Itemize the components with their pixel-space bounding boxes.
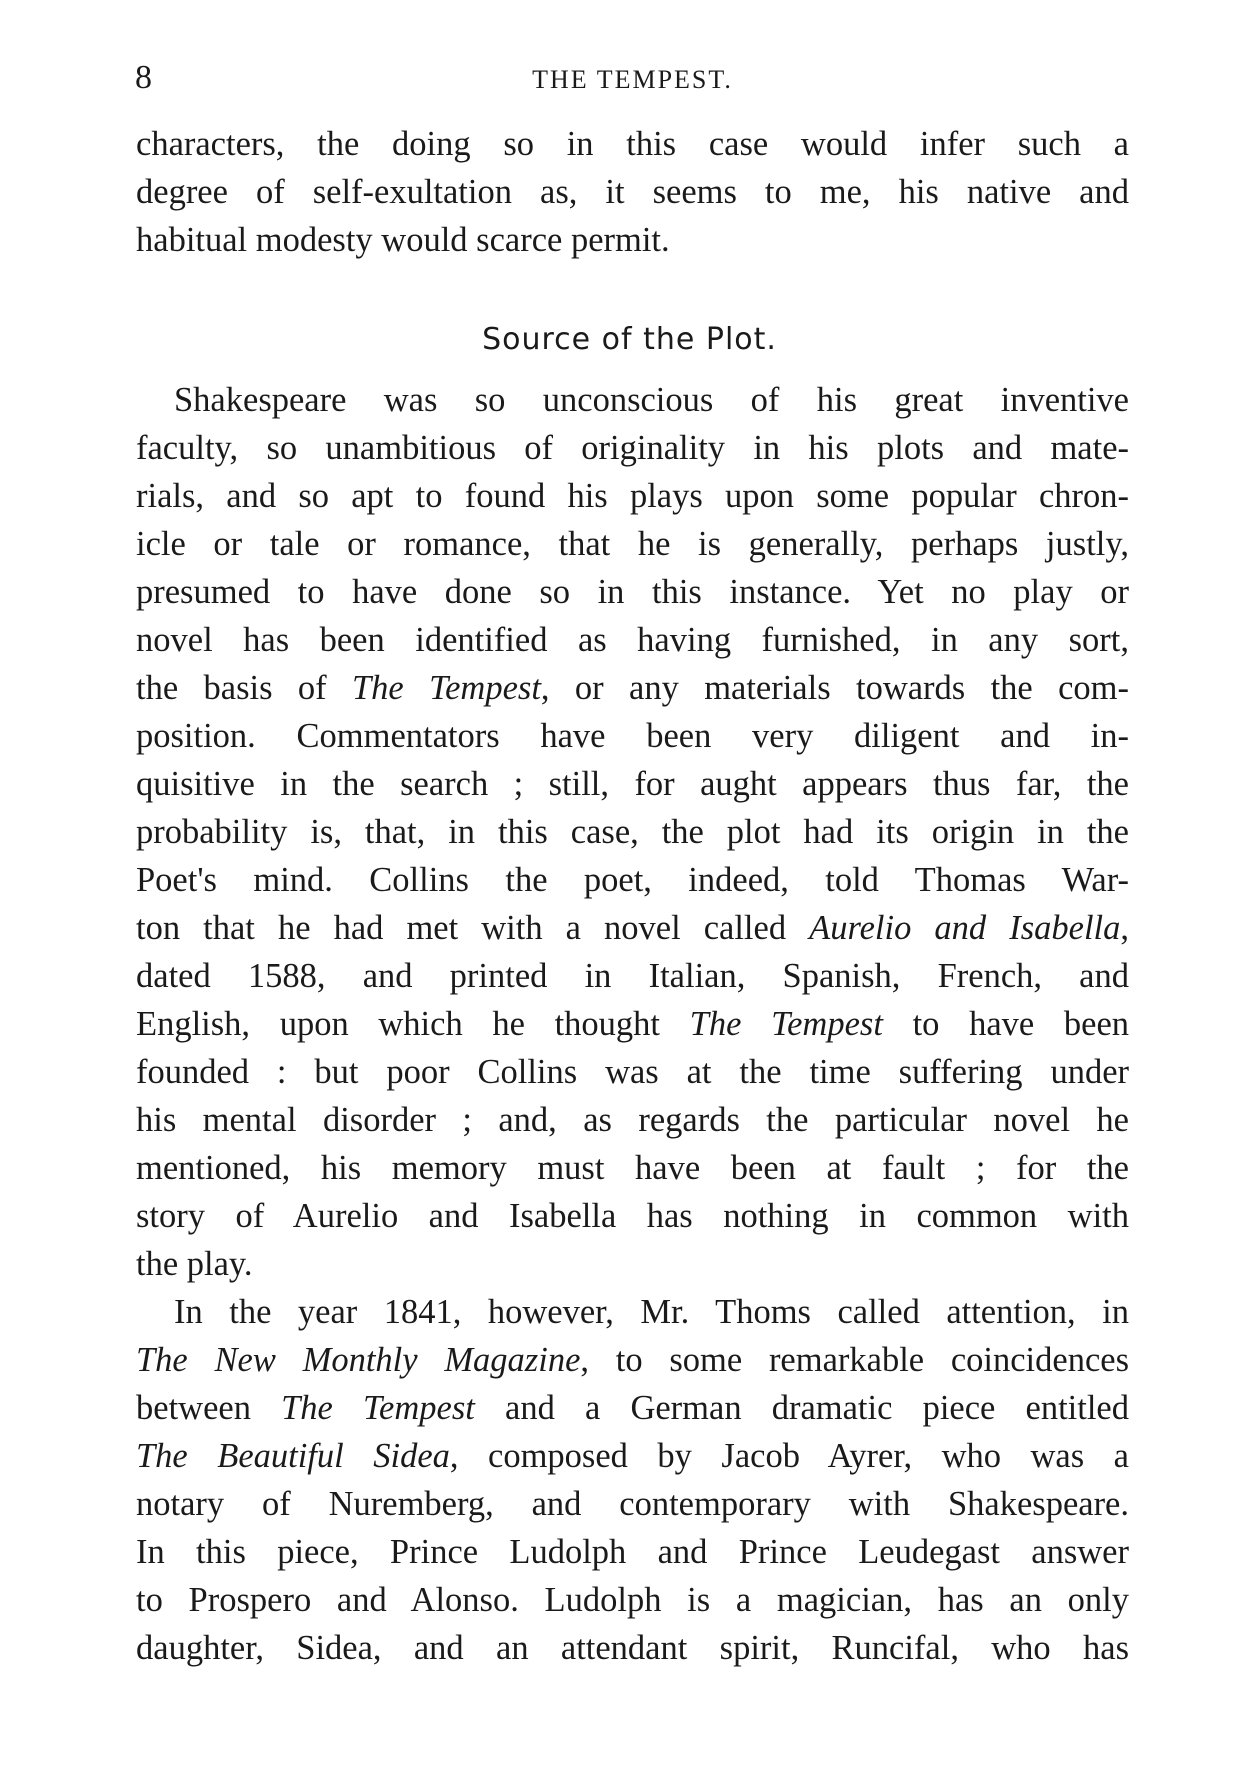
title-italic: The New Monthly Magazine	[136, 1341, 581, 1379]
text-line: habitual modesty would scarce permit.	[136, 221, 670, 259]
text-line	[136, 1432, 1129, 1480]
text-line	[136, 904, 1129, 952]
text-line: icle or tale or romance, that he is generally, perhaps justly,	[136, 525, 1129, 563]
text-run: , to some remarkable coincidences	[580, 1341, 1130, 1379]
text-line: to Prospero and Alonso. Ludolph is a magician, has an only	[136, 1581, 1129, 1619]
text-line	[136, 1336, 1129, 1384]
text-line: novel has been identified as having furnished, in any sort,	[136, 621, 1129, 659]
text-line	[136, 1000, 1129, 1048]
text-line: story of Aurelio and Isabella has nothing in common with	[136, 1197, 1129, 1235]
page-header	[135, 58, 1130, 108]
text-run: the basis of	[136, 669, 352, 707]
section-heading: Source of the Plot.	[482, 322, 777, 357]
title-italic: The Tempest	[351, 669, 541, 707]
text-line: rials, and so apt to found his plays upon some popular chron-	[136, 477, 1129, 515]
page-number: 8	[135, 59, 152, 96]
text-line: In the year 1841, however, Mr. Thoms called attention, in	[174, 1293, 1129, 1331]
text-line: mentioned, his memory must have been at fault ; for the	[136, 1149, 1129, 1187]
text-run: ,	[1120, 909, 1129, 947]
text-line: dated 1588, and printed in Italian, Spanish, French, and	[136, 957, 1129, 995]
text-line: faculty, so unambitious of originality in his plots and mate-	[136, 429, 1129, 467]
title-italic: The Beautiful Sidea	[136, 1437, 450, 1475]
text-line: founded : but poor Collins was at the time suffering under	[136, 1053, 1129, 1091]
text-line: characters, the doing so in this case would infer such a	[136, 125, 1129, 163]
paragraph-source	[136, 376, 1129, 1288]
paragraph-thoms	[136, 1288, 1129, 1672]
title-italic: The Tempest	[689, 1005, 883, 1043]
running-head: THE TEMPEST.	[532, 65, 733, 94]
text-line: daughter, Sidea, and an attendant spirit, Runcifal, who has	[136, 1629, 1129, 1667]
text-line	[136, 664, 1129, 712]
text-run: between	[136, 1389, 282, 1427]
title-italic: The Tempest	[281, 1389, 475, 1427]
text-run: to have been	[882, 1005, 1130, 1043]
text-run: and a German dramatic piece entitled	[474, 1389, 1129, 1427]
text-line: Poet's mind. Collins the poet, indeed, told Thomas War-	[136, 861, 1129, 899]
text-line: position. Commentators have been very diligent and in-	[136, 717, 1129, 755]
text-line: In this piece, Prince Ludolph and Prince Leudegast answer	[136, 1533, 1129, 1571]
text-run: , or any materials towards the com-	[540, 669, 1129, 707]
text-line: presumed to have done so in this instance. Yet no play or	[136, 573, 1129, 611]
text-line: notary of Nuremberg, and contemporary with Shakespeare.	[136, 1485, 1129, 1523]
text-line: Shakespeare was so unconscious of his great inventive	[174, 381, 1129, 419]
text-line: probability is, that, in this case, the plot had its origin in the	[136, 813, 1129, 851]
text-run: ton that he had met with a novel called	[136, 909, 810, 947]
text-run: , composed by Jacob Ayrer, who was a	[449, 1437, 1129, 1475]
title-italic: Aurelio and Isabella	[809, 909, 1121, 947]
text-line: quisitive in the search ; still, for aught appears thus far, the	[136, 765, 1129, 803]
intro-paragraph	[136, 120, 1129, 264]
text-line: degree of self-exultation as, it seems to me, his native and	[136, 173, 1129, 211]
text-run: English, upon which he thought	[136, 1005, 690, 1043]
text-line	[136, 1384, 1129, 1432]
text-line: the play.	[136, 1245, 253, 1283]
text-line: his mental disorder ; and, as regards the particular novel he	[136, 1101, 1129, 1139]
